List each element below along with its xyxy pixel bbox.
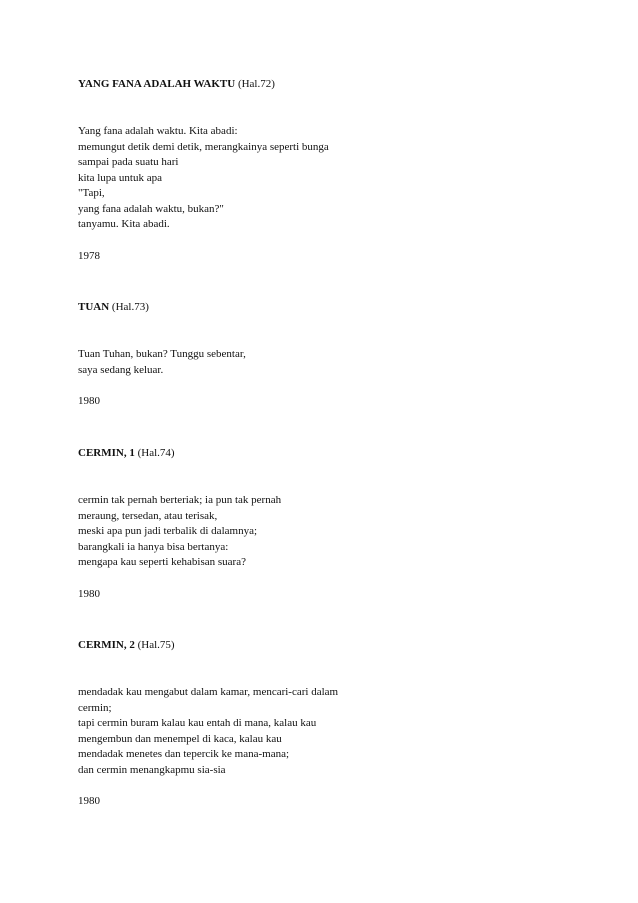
poem-line: yang fana adalah waktu, bukan?": [78, 202, 224, 215]
poem-line: Yang fana adalah waktu. Kita abadi:: [78, 125, 238, 137]
poem-line: mengembun dan menempel di kaca, kalau kau: [78, 732, 282, 745]
poem-line: tanyamu. Kita abadi.: [78, 218, 170, 230]
poem-cermin-1: [78, 446, 598, 602]
poem-title: CERMIN, 2: [78, 639, 135, 651]
poem-page-ref: (Hal.73): [111, 301, 149, 313]
poem-line: tapi cermin buram kalau kau entah di mana, kalau kau: [78, 717, 317, 729]
poem-line: mendadak menetes dan tepercik ke mana-mana;: [78, 748, 290, 760]
poem-line: kita lupa untuk apa: [78, 171, 163, 184]
poem-line: mendadak kau mengabut dalam kamar, mencari-cari dalam: [78, 686, 339, 698]
poem-page-ref: (Hal.74): [137, 447, 175, 459]
poem-stanza: [78, 124, 598, 233]
poem-page-ref: (Hal.75): [137, 639, 175, 651]
poem-title-line: [78, 638, 598, 654]
poem-line: barangkali ia hanya bisa bertanya:: [78, 540, 229, 553]
poem-line: sampai pada suatu hari: [78, 156, 179, 168]
poem-stanza: [78, 493, 598, 571]
poem-year: 1978: [78, 249, 100, 262]
poem-title-line: [78, 300, 598, 316]
poem-tuan: [78, 300, 598, 410]
poem-cermin-2: [78, 638, 598, 810]
poem-page-ref: (Hal.72): [237, 78, 275, 90]
poem-title: CERMIN, 1: [78, 447, 135, 459]
poem-yang-fana-adalah-waktu: [78, 77, 598, 264]
poem-line: cermin tak pernah berteriak; ia pun tak pernah: [78, 494, 282, 506]
poem-line: saya sedang keluar.: [78, 363, 164, 376]
poem-stanza: [78, 685, 598, 778]
poem-title: TUAN: [78, 301, 110, 313]
poem-year: 1980: [78, 395, 100, 407]
poem-line: dan cermin menangkapmu sia-sia: [78, 763, 226, 776]
poem-year: 1980: [78, 795, 100, 807]
poem-line: cermin;: [78, 701, 112, 714]
poem-stanza: [78, 347, 598, 378]
poem-year: 1980: [78, 587, 100, 600]
poem-line: meraung, tersedan, atau terisak,: [78, 509, 218, 522]
poem-line: Tuan Tuhan, bukan? Tunggu sebentar,: [78, 348, 246, 360]
poem-title-line: [78, 446, 598, 462]
poem-title: YANG FANA ADALAH WAKTU: [78, 78, 236, 90]
poem-line: memungut detik demi detik, merangkainya seperti bunga: [78, 140, 329, 153]
poem-line: mengapa kau seperti kehabisan suara?: [78, 556, 246, 568]
poem-line: meski apa pun jadi terbalik di dalamnya;: [78, 525, 258, 537]
poem-title-line: [78, 77, 598, 93]
poem-line: "Tapi,: [78, 187, 105, 199]
